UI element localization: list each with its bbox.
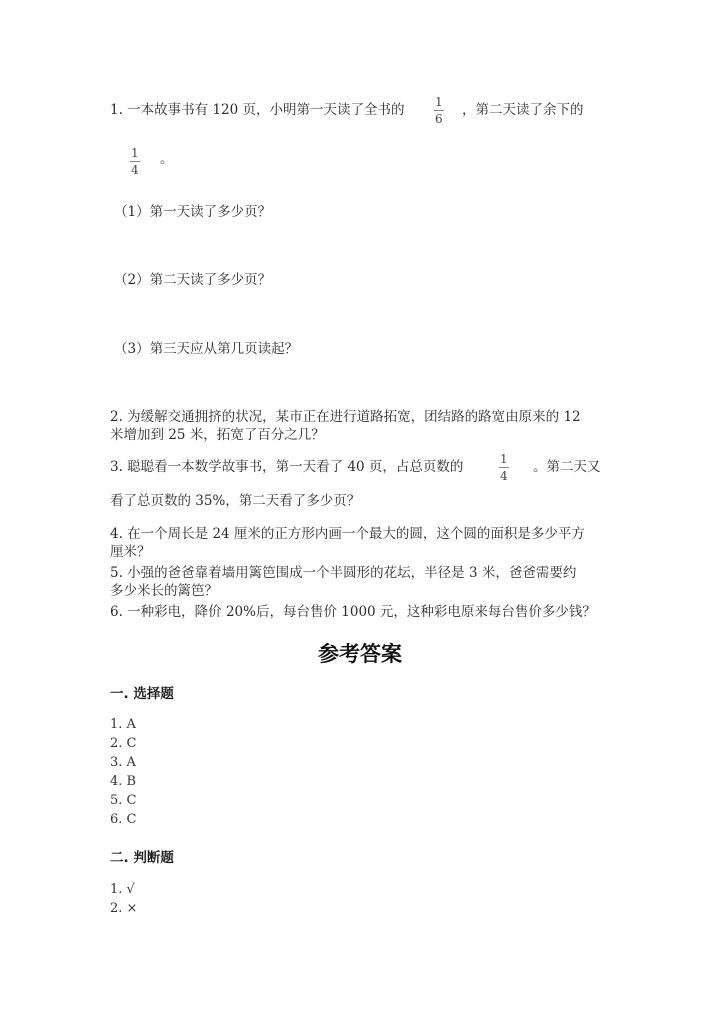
fraction-numerator: 1 [435, 95, 443, 109]
fraction-denominator: 4 [131, 163, 139, 177]
question-1-sub-1: （1）第一天读了多少页？ [114, 204, 272, 220]
answer-item: 1. √ [110, 882, 135, 897]
section-heading-true-false: 二. 判断题 [110, 850, 174, 866]
answer-item: 2. × [110, 901, 138, 916]
question-5-line-2: 多少米长的篱笆？ [110, 583, 218, 599]
question-3-line-2: 看了总页数的 35%，第二天看了多少页？ [110, 493, 361, 509]
question-1-text-before: 1. 一本故事书有 120 页，小明第一天读了全书的 [110, 102, 405, 118]
fraction-one-sixth [434, 95, 444, 126]
answer-item: 1. A [110, 717, 136, 732]
fraction-numerator: 1 [500, 452, 508, 466]
question-1-sub-2: （2）第二天读了多少页？ [114, 272, 272, 288]
question-1-sub-3: （3）第三天应从第几页读起？ [114, 341, 299, 357]
question-2-line-1: 2. 为缓解交通拥挤的状况，某市正在进行道路拓宽，团结路的路宽由原来的 12 [110, 409, 581, 425]
question-4-line-1: 4. 在一个周长是 24 厘米的正方形内画一个最大的圆，这个圆的面积是多少平方 [110, 526, 585, 542]
question-3-text-before: 3. 聪聪看一本数学故事书，第一天看了 40 页，占总页数的 [110, 459, 464, 475]
question-3-text-after: 。第二天又 [533, 459, 601, 475]
answer-item: 4. B [110, 774, 137, 789]
fraction-one-fourth [130, 146, 140, 177]
fraction-one-fourth [499, 452, 509, 483]
question-6-line-1: 6. 一种彩电，降价 20%后，每台售价 1000 元，这种彩电原来每台售价多少钱？ [110, 604, 596, 620]
section-heading-multiple-choice: 一. 选择题 [110, 686, 174, 702]
question-1-text-end: 。 [160, 151, 174, 167]
answer-item: 2. C [110, 736, 137, 751]
fraction-denominator: 6 [435, 112, 443, 126]
answer-item: 3. A [110, 755, 136, 770]
answer-key-title: 参考答案 [318, 642, 402, 666]
question-1-text-middle: ，第二天读了余下的 [462, 102, 584, 118]
answer-item: 6. C [110, 812, 137, 827]
answer-item: 5. C [110, 793, 137, 808]
question-5-line-1: 5. 小强的爸爸靠着墙用篱笆围成一个半圆形的花坛，半径是 3 米，爸爸需要约 [110, 565, 577, 581]
fraction-denominator: 4 [500, 469, 508, 483]
question-2-line-2: 米增加到 25 米，拓宽了百分之几？ [110, 427, 325, 443]
question-4-line-2: 厘米？ [110, 544, 151, 560]
fraction-numerator: 1 [131, 146, 139, 160]
